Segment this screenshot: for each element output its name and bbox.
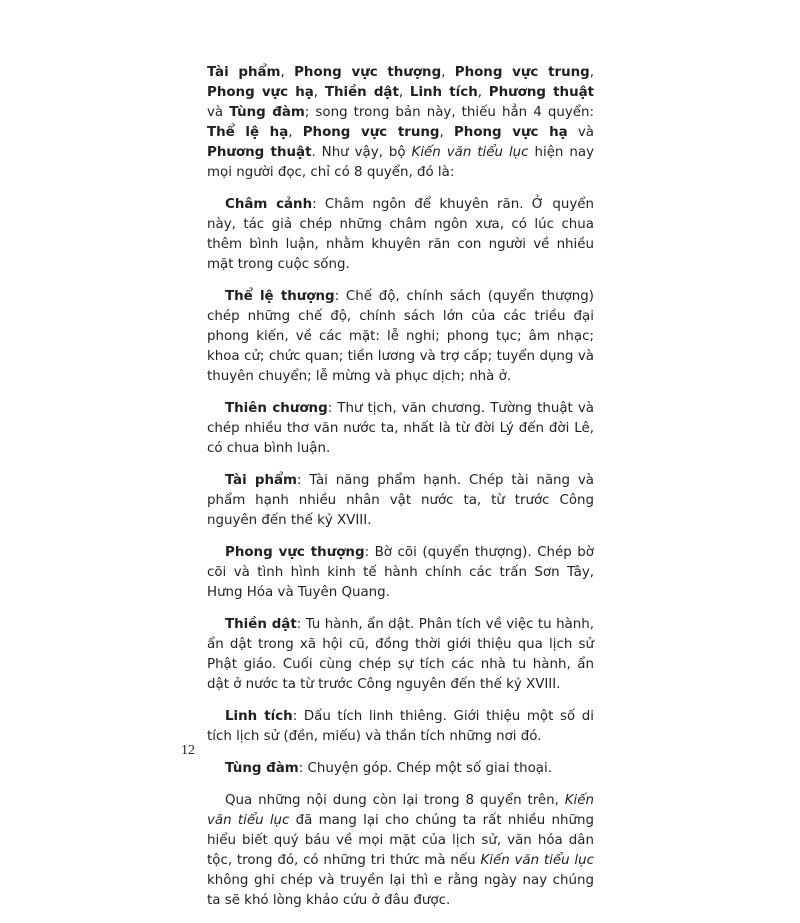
entry-term: Châm cảnh [225,197,313,212]
book-title: Phương thuật [488,85,595,100]
book-title: Phong vực hạ [453,125,568,140]
entry-term: Thiền dật [225,617,297,632]
work-title: Kiến văn tiểu lục [207,793,594,828]
text-run: , [313,85,325,100]
intro-paragraph [207,63,594,183]
entry-text: : Chế độ, chính sách (quyển thượng) chép những chế độ, chính sách lớn của các triều đại phong kiến, về các mặt: lễ nghi; phong tục; âm nhạc; khoa cử; chức quan; tiền lương và trợ cấp; tuyển dụng và thuyên chuyển; lễ mừng và phục dịch; nhà ở. [207,289,595,384]
entry-text: : Dấu tích linh thiêng. Giới thiệu một số di tích lịch sử (đền, miếu) và thần tích những nơi đó. [207,709,595,744]
entry-paragraph [207,543,594,603]
entry-paragraph [207,195,594,275]
entry-term: Tùng đàm [225,761,299,776]
entry-paragraph [207,707,594,747]
text-run: . Như vậy, bộ [311,145,412,160]
book-title: Phong vực trung [302,125,440,140]
text-run: Qua những nội dung còn lại trong 8 quyển trên, [225,793,565,808]
book-title: Thể lệ hạ [207,125,289,140]
book-title: Phong vực hạ [207,85,314,100]
entry-text: : Chuyện góp. Chép một số giai thoại. [298,761,552,776]
book-title: Thiền dật [324,85,399,100]
book-title: Tài phẩm [207,65,281,80]
text-run: và [567,125,595,140]
text-run: ; song trong bản này, thiếu hẳn 4 quyển: [304,105,594,120]
text-run: , [439,125,454,140]
entry-term: Linh tích [225,709,293,724]
entry-paragraph [207,399,594,459]
page-body [207,63,594,923]
entry-term: Thiên chương [225,401,328,416]
entry-text: : Bờ cõi (quyển thượng). Chép bờ cõi và tình hình kinh tế hành chính các trấn Sơn Tây, Hưng Hóa và Tuyên Quang. [207,545,595,600]
entry-paragraph [207,615,594,695]
text-run: hiện nay mọi người đọc, chỉ có 8 quyển, đó là: [207,145,594,180]
text-run: , [477,85,489,100]
entry-term: Phong vực thượng [225,545,365,560]
book-title: Phong vực trung [454,65,590,80]
book-title: Linh tích [409,85,478,100]
book-title: Phương thuật [207,145,312,160]
text-run: , [288,125,303,140]
entry-text: : Châm ngôn để khuyên răn. Ở quyển này, tác giả chép những châm ngôn xưa, có lúc chua thêm bình luận, nhằm khuyên răn con người về nhiều mặt trong cuộc sống. [207,197,594,272]
entry-paragraph [207,471,594,531]
page-number: 12 [181,743,195,758]
text-run: , [441,65,455,80]
entry-text: : Tu hành, ẩn dật. Phân tích về việc tu hành, ẩn dật trong xã hội cũ, đồng thời giới thiệu qua lịch sử Phật giáo. Cuối cùng chép sự tích các nhà tu hành, ẩn dật ở nước ta từ trước Công nguyên đến thế kỷ XVIII. [207,617,594,692]
work-title: Kiến văn tiểu lục [480,853,594,868]
text-run: không ghi chép và truyền lại thì e rằng ngày nay chúng ta sẽ khó lòng khảo cứu ở đâu được. [207,873,594,908]
text-run: đã mang lại cho chúng ta rất nhiều những hiểu biết quý báu về mọi mặt của lịch sử, văn hóa dân tộc, trong đó, có những tri thức mà nếu [207,813,594,868]
book-title: Phong vực thượng [294,65,442,80]
entry-text: : Thư tịch, văn chương. Tường thuật và chép nhiều thơ văn nước ta, nhất là từ đời Lý đến đời Lê, có chua bình luận. [207,401,594,456]
book-title: Tùng đàm [229,105,305,120]
text-run: , [280,65,295,80]
entry-text: : Tài năng phẩm hạnh. Chép tài năng và phẩm hạnh nhiều nhân vật nước ta, từ trước Công nguyên đến thế kỷ XVIII. [207,473,594,528]
text-run: , [589,65,594,80]
text-run: , [398,85,410,100]
entry-term: Tài phẩm [225,473,298,488]
entry-term: Thể lệ thượng [225,289,335,304]
entry-paragraph [207,287,594,387]
conclusion-paragraph [207,791,594,911]
work-title: Kiến văn tiểu lục [411,145,529,160]
text-run: và [207,105,230,120]
entry-paragraph [207,759,594,779]
